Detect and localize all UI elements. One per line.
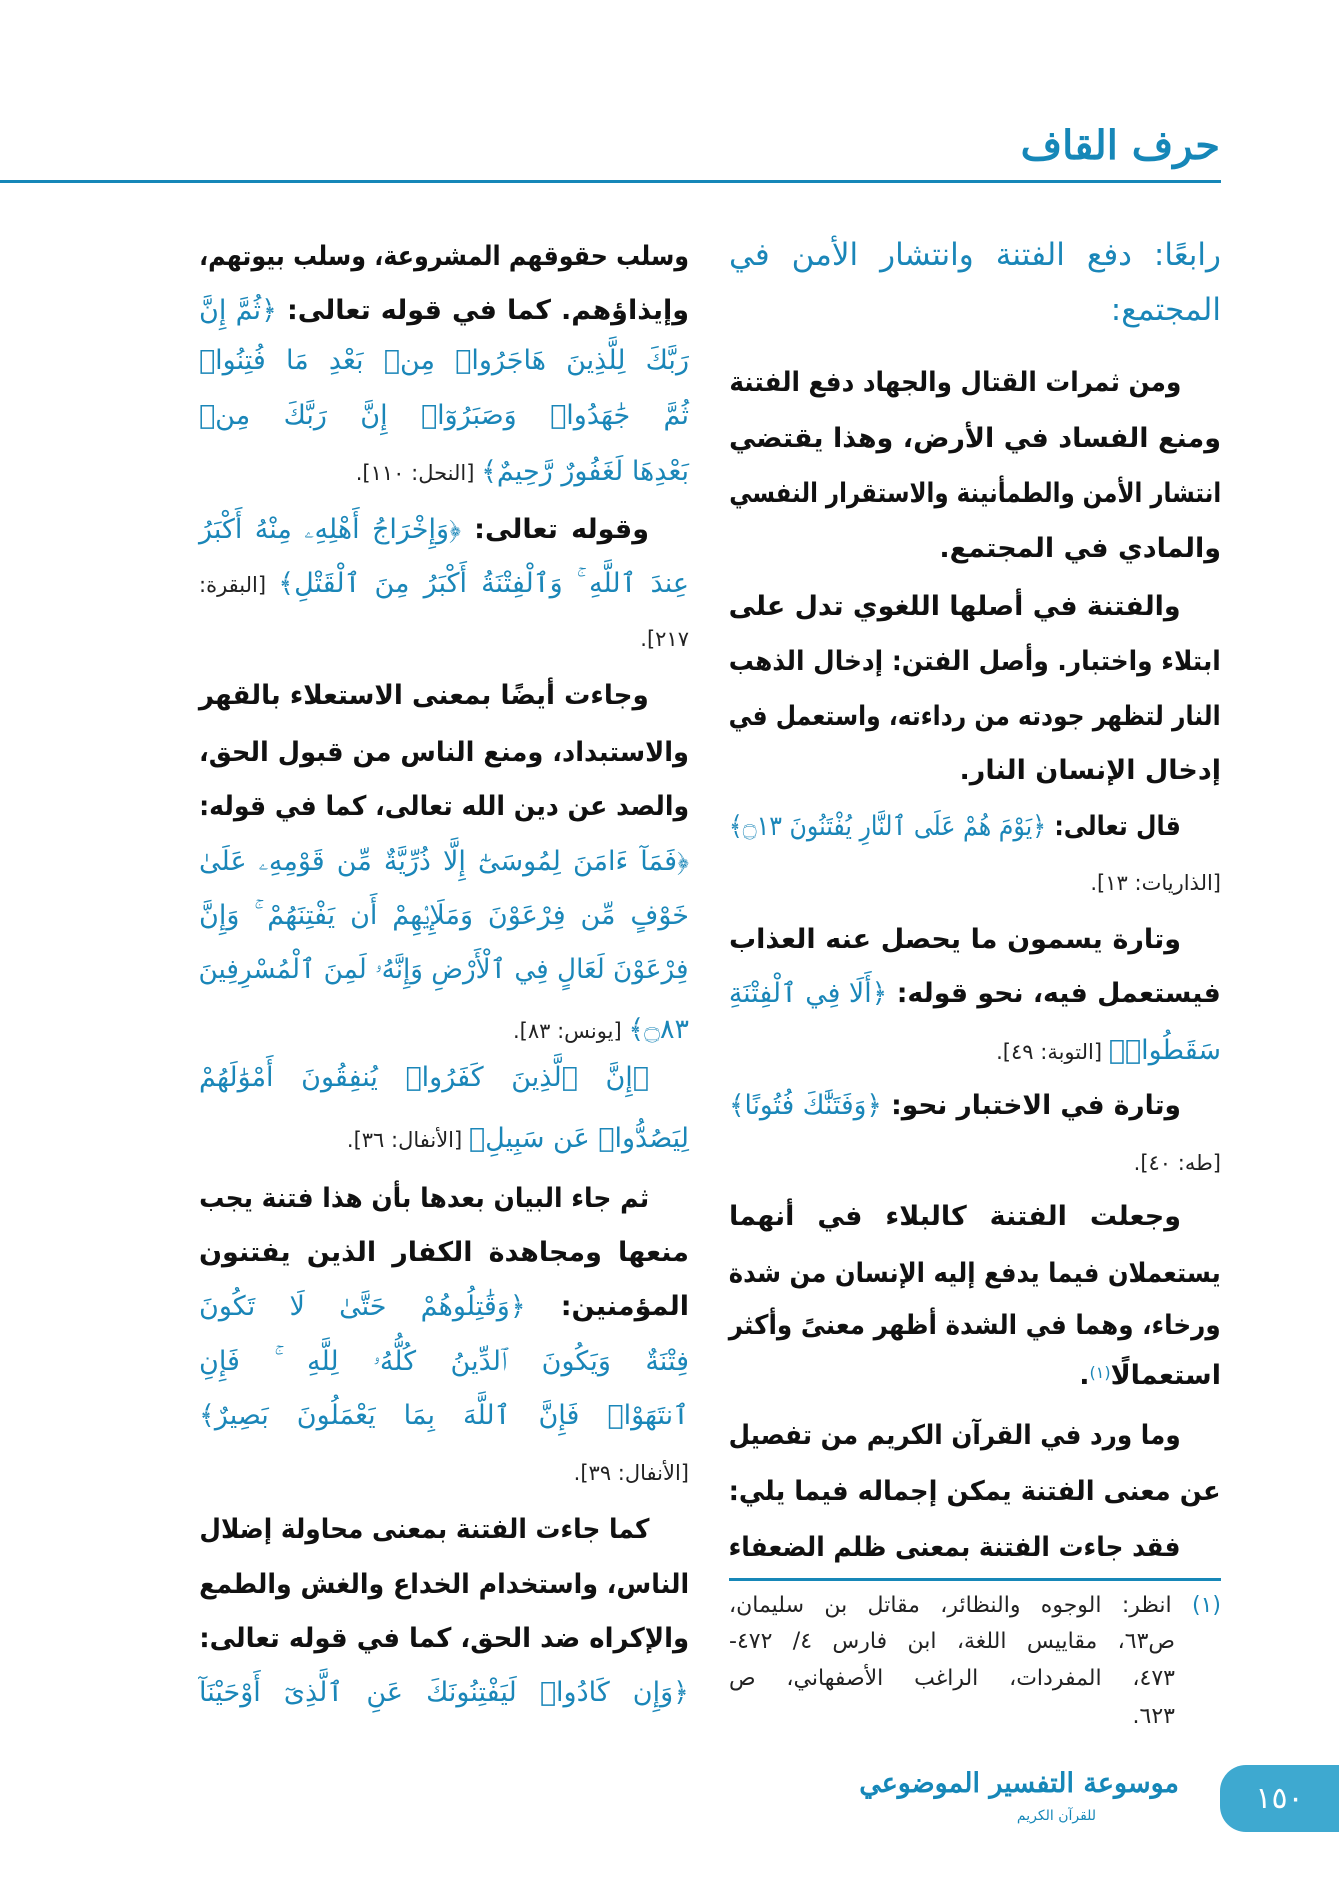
footnotes: [729, 0, 1221, 1760]
line-content: [199, 1227, 689, 1282]
body-text: .: [1079, 1360, 1090, 1391]
body-text: النار لتظهر جودته من رداءته، واستعمل في: [728, 701, 1221, 732]
footnote-line: [729, 1662, 1221, 1696]
quran-verse: ۝٨٣﴾: [628, 1014, 689, 1045]
body-text: إدخال الإنسان النار.: [959, 755, 1221, 786]
line-content: [729, 1662, 1175, 1697]
quran-verse: لِيَصُدُّوا۟ عَن سَبِيلِ﴾: [468, 1123, 689, 1154]
quran-verse: ﴿وَفَتَنَّٰكَ فُتُونًا﴾: [729, 1090, 882, 1121]
text-line: [199, 781, 689, 833]
line-content: [199, 1052, 649, 1107]
section-heading: المجتمع:: [1110, 292, 1221, 328]
text-line: [199, 1336, 689, 1388]
text-line: [199, 1667, 689, 1719]
line-content: [199, 890, 689, 945]
text-line: [199, 1052, 689, 1104]
footnote-line: [729, 1625, 1221, 1659]
text-line: [199, 1504, 689, 1556]
line-content: [729, 1589, 1221, 1624]
line-content: [199, 1336, 689, 1391]
line-content: [199, 1390, 689, 1445]
body-text: وجعلت الفتنة كالبلاء في أنهما: [728, 1201, 1181, 1232]
body-text: المؤمنين:: [525, 1291, 689, 1322]
verse-reference: ٢١٧].: [640, 627, 689, 651]
footnote-text: ٦٢٣.: [1132, 1704, 1175, 1729]
footnote-line: [729, 1700, 1221, 1734]
line-content: [729, 1625, 1175, 1660]
left-column: [199, 0, 689, 1760]
line-content: [199, 727, 689, 782]
text-line: [199, 231, 689, 283]
text-line: [199, 285, 689, 337]
text-line: [199, 558, 689, 610]
quran-verse: ﴿وَإِخْرَاجُ أَهْلِهِۦ مِنْهُ أَكْبَرُ: [199, 514, 461, 545]
line-content: [1133, 1700, 1175, 1735]
text-line: [199, 446, 689, 498]
verse-reference: [التوبة: ٤٩].: [996, 1040, 1109, 1064]
quran-verse: ثُمَّ جَٰهَدُوا۟ وَصَبَرُوٓا۟ إِنَّ رَبَّكَ مِنۢ: [198, 400, 689, 431]
line-content: [199, 944, 689, 999]
body-text: فيستعمل فيه، نحو قوله:: [887, 978, 1221, 1009]
quran-verse: عِندَ ٱللَّهِ ۚ وَٱلْفِتْنَةُ أَكْبَرُ مِنَ ٱلْقَتْلِ﴾: [278, 568, 689, 599]
quran-verse: ﴿ثُمَّ إِنَّ: [199, 295, 277, 326]
body-text: وتارة في الاختبار نحو:: [881, 1090, 1181, 1121]
body-text: والمادي في المجتمع.: [939, 533, 1221, 564]
verse-reference: [الذاريات: ١٣].: [1090, 871, 1221, 895]
quran-verse: بَعْدِهَا لَغَفُورٌ رَّحِيمٌ﴾: [481, 456, 689, 487]
text-line: [199, 836, 689, 888]
body-text: وما ورد في القرآن الكريم من تفصيل: [728, 1420, 1181, 1451]
body-text: والاستبداد، ومنع الناس من قبول الحق،: [198, 737, 689, 768]
verse-reference: [يونس: ٨٣].: [512, 1019, 629, 1043]
text-line: [199, 670, 689, 722]
body-text: والفتنة في أصلها اللغوي تدل على: [729, 591, 1181, 622]
text-line: [199, 727, 689, 779]
quran-verse: ﴿أَلَا فِي ٱلْفِتْنَةِ: [729, 978, 888, 1009]
body-text: وجاءت أيضًا بمعنى الاستعلاء بالقهر: [199, 680, 649, 711]
footnote-text: ٤٧٣، المفردات، الراغب الأصفهاني، ص: [729, 1666, 1175, 1691]
section-heading: رابعًا: دفع الفتنة وانتشار الأمن في: [728, 237, 1221, 273]
line-content: [199, 1613, 689, 1668]
line-content: [199, 836, 689, 891]
text-line: [199, 1227, 689, 1279]
body-text: يستعملان فيما يدفع إليه الإنسان من شدة: [729, 1258, 1221, 1289]
text-line: [199, 1447, 689, 1499]
line-content: [199, 1667, 689, 1722]
encyclopedia-logo: [859, 1762, 1179, 1842]
body-text: ورخاء، وهما في الشدة أظهر معنىً وأكثر: [729, 1310, 1221, 1341]
line-content: [199, 231, 689, 286]
verse-reference: [الأنفال: ٣٦].: [346, 1128, 469, 1152]
body-text: ثم جاء البيان بعدها بأن هذا فتنة يجب: [198, 1183, 649, 1214]
verse-reference: [النحل: ١١٠].: [355, 461, 482, 485]
line-content: [199, 335, 689, 390]
logo-subtitle: للقرآن الكريم: [1016, 1808, 1097, 1824]
body-text: وإيذاؤهم. كما في قوله تعالى:: [276, 295, 689, 326]
footnote-text: انظر: الوجوه والنظائر، مقاتل بن سليمان،: [728, 1593, 1172, 1618]
line-content: [199, 1504, 649, 1559]
line-content: [199, 670, 649, 725]
body-text: فقد جاءت الفتنة بمعنى ظلم الضعفاء: [729, 1532, 1181, 1563]
footnote-marker: (١): [1089, 1362, 1111, 1382]
verse-reference: [الأنفال: ٣٩].: [573, 1461, 689, 1485]
line-content: [199, 390, 689, 445]
quran-verse: ﴿وَقَٰتِلُوهُمْ حَتَّىٰ لَا تَكُونَ: [199, 1291, 526, 1322]
line-content: [199, 1281, 689, 1336]
text-line: [199, 613, 689, 665]
body-text: وسلب حقوقهم المشروعة، وسلب بيوتهم،: [198, 241, 689, 272]
logo-title: موسوعة التفسير الموضوعي: [859, 1768, 1179, 1799]
line-content: [574, 1447, 689, 1501]
text-line: [199, 1113, 689, 1165]
body-text: الناس، واستخدام الخداع والغش والطمع: [198, 1569, 689, 1600]
text-line: [199, 1613, 689, 1665]
quran-verse: سَقَطُوا۟﴾: [1108, 1035, 1221, 1066]
text-line: [199, 1004, 689, 1056]
text-line: [199, 1281, 689, 1333]
footnote-line: [729, 1589, 1221, 1623]
line-content: [199, 1173, 649, 1228]
line-content: [640, 613, 689, 667]
body-text: انتشار الأمن والطمأنينة والاستقرار النفسي: [728, 478, 1221, 509]
body-text: وتارة يسمون ما يحصل عنه العذاب: [729, 924, 1181, 955]
body-text: ومن ثمرات القتال والجهاد دفع الفتنة: [729, 367, 1181, 398]
quran-verse: فِتْنَةٌ وَيَكُونَ ٱلدِّينُ كُلُّهُۥ لِلَّهِ ۚ فَإِنِ: [198, 1346, 689, 1377]
quran-verse: فِرْعَوْنَ لَعَالٍ فِي ٱلْأَرْضِ وَإِنَّهُۥ لَمِنَ ٱلْمُسْرِفِينَ: [199, 954, 689, 985]
line-content: [347, 1113, 689, 1168]
quran-verse: ﴿يَوْمَ هُمْ عَلَى ٱلنَّارِ يُفْتَنُونَ ۝١٣﴾: [728, 811, 1047, 842]
body-text: قال تعالى:: [1046, 811, 1181, 842]
quran-verse: ﴿فَمَآ ءَامَنَ لِمُوسَىٰٓ إِلَّا ذُرِّيَّةٌ مِّن قَوْمِهِۦ عَلَىٰ: [199, 846, 689, 877]
chapter-title: حرف القاف: [1020, 122, 1220, 169]
text-line: [199, 504, 689, 556]
body-text: ومنع الفساد في الأرض، وهذا يقتضي: [728, 423, 1221, 454]
footnote-number: (١): [1171, 1593, 1221, 1618]
line-content: [199, 285, 689, 340]
quran-verse: رَبَّكَ لِلَّذِينَ هَاجَرُوا۟ مِنۢ بَعْدِ مَا فُتِنُوا۟: [198, 345, 689, 376]
line-content: [199, 1559, 689, 1614]
body-text: وقوله تعالى:: [460, 514, 649, 545]
text-line: [199, 390, 689, 442]
quran-verse: خَوْفٍ مِّن فِرْعَوْنَ وَمَلَإِي۟هِمْ أَن يَفْتِنَهُمْ ۚ وَإِنَّ: [199, 900, 689, 931]
text-line: [199, 944, 689, 996]
text-line: [199, 1173, 689, 1225]
verse-reference: [طه: ٤٠].: [1133, 1151, 1221, 1175]
body-text: والصد عن دين الله تعالى، كما في قوله:: [199, 791, 689, 822]
text-line: [199, 335, 689, 387]
quran-verse: ٱنتَهَوْا۟ فَإِنَّ ٱللَّهَ بِمَا يَعْمَلُونَ بَصِيرٌ﴾: [199, 1400, 689, 1431]
body-text: عن معنى الفتنة يمكن إجماله فيما يلي:: [728, 1476, 1221, 1507]
body-text: استعمالًا: [1110, 1360, 1221, 1391]
footnote-text: ص٦٣، مقاييس اللغة، ابن فارس ٤/ ٤٧٢-: [728, 1629, 1175, 1654]
line-content: [356, 446, 689, 501]
text-line: [199, 1559, 689, 1611]
body-text: ابتلاء واختبار. وأصل الفتن: إدخال الذهب: [728, 646, 1221, 677]
page-number: ١٥٠: [1220, 1765, 1339, 1832]
body-text: والإكراه ضد الحق، كما في قوله تعالى:: [198, 1623, 689, 1654]
verse-reference: [البقرة:: [199, 573, 279, 597]
body-text: منعها ومجاهدة الكفار الذين يفتنون: [199, 1237, 689, 1268]
line-content: [199, 558, 689, 613]
quran-verse: ﴿إِنَّ ٱلَّذِينَ كَفَرُوا۟ يُنفِقُونَ أَمْوَٰلَهُمْ: [199, 1062, 649, 1093]
text-line: [199, 1390, 689, 1442]
line-content: [199, 504, 649, 559]
body-text: كما جاءت الفتنة بمعنى محاولة إضلال: [198, 1514, 649, 1545]
quran-verse: ﴿وَإِن كَادُوا۟ لَيَفْتِنُونَكَ عَنِ ٱلَّذِىٓ أَوْحَيْنَآ: [198, 1677, 689, 1708]
line-content: [199, 781, 689, 836]
text-line: [199, 890, 689, 942]
line-content: [513, 1004, 689, 1059]
